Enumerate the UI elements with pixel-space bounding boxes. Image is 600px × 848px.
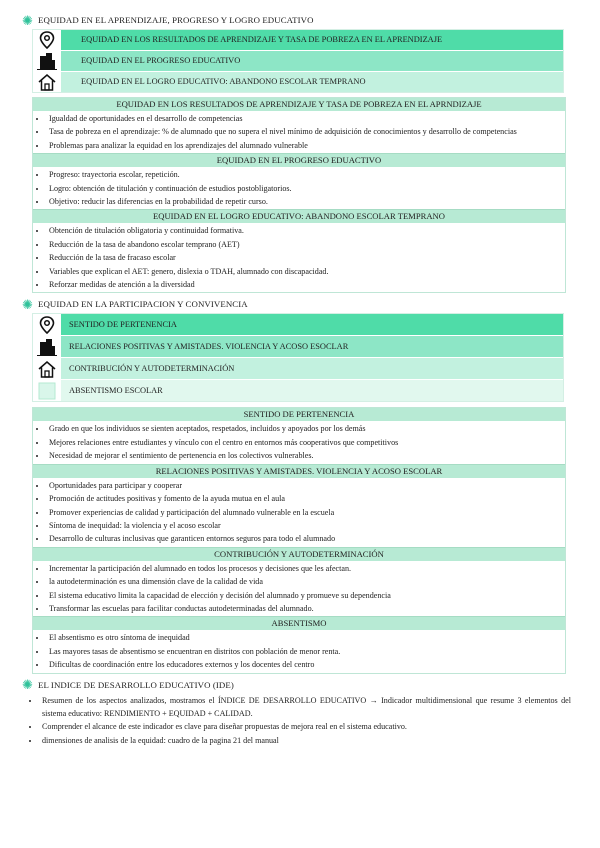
icon-row [33,51,563,72]
list-item: • Necesidad de mejorar el sentimiento de pertenencia en los colectivos vulnerables. [47,449,565,462]
list-item: • Igualdad de oportunidades en el desarrollo de competencias [47,112,565,125]
list-item: • Resumen de los aspectos analizados, mostramos el ÍNDICE DE DESARROLLO EDUCATIVO → Indicador multidimensional que resume 3 elementos del sistema educativo: RENDIMIENTO + EQUIDAD + CALIDAD. [40,694,571,721]
section-title: EQUIDAD EN LA PARTICIPACION Y CONVIVENCIA [38,299,248,310]
list-item: • Grado en que los individuos se sienten aceptados, respetados, incluidos y apoyados por los demás [47,422,565,435]
list-item: • Objetivo: reducir las diferencias en la probabilidad de repetir curso. [47,195,565,208]
section-title: EL INDICE DE DESARROLLO EDUCATIVO (IDE) [38,679,234,690]
icon-row [33,380,563,401]
house-icon [33,359,61,379]
content-box [32,97,566,293]
icon-row-label: SENTIDO DE PERTENENCIA [61,314,563,335]
house-icon [33,72,61,92]
flower-bullet-icon: ✺ [22,296,33,312]
section-header [22,678,600,692]
list-item: • Promover experiencias de calidad y participación del alumnado vulnerable en la escuela [47,506,565,519]
list-item: • Obtención de titulación obligatoria y continuidad formativa. [47,224,565,237]
section-header [22,297,600,311]
bullet-list [33,422,565,462]
list-item: • El sistema educativo limita la capacidad de elección y decisión del alumnado y promueve su dependencia [47,589,565,602]
location-pin-icon [33,30,61,50]
icon-row [33,30,563,51]
flower-bullet-icon: ✺ [22,12,33,28]
list-item: • Reducción de la tasa de fracaso escolar [47,251,565,264]
buildings-icon [33,51,61,71]
icon-row [33,336,563,358]
block-heading: EQUIDAD EN EL PROGRESO EDUACTIVO [33,153,565,167]
location-pin-icon [33,315,61,335]
list-item: • El absentismo es otro síntoma de inequidad [47,631,565,644]
list-item: • dimensiones de analisis de la equidad: cuadro de la pagina 21 del manual [40,734,571,747]
bullet-list [33,562,565,616]
list-item: • Comprender el alcance de este indicador es clave para diseñar propuestas de mejora real en el sistema educativo. [40,720,571,733]
icon-table [32,313,564,402]
list-item: • Incrementar la participación del alumnado en todos los procesos y decisiones que les afectan. [47,562,565,575]
icon-row [33,358,563,380]
block-heading: ABSENTISMO [33,616,565,630]
list-item: • Síntoma de inequidad: la violencia y el acoso escolar [47,519,565,532]
list-item: • Progreso: trayectoria escolar, repetición. [47,168,565,181]
icon-row [33,72,563,92]
section-header [22,13,600,27]
square-icon [33,381,61,401]
buildings-icon [33,337,61,357]
icon-table [32,29,564,93]
icon-row-label: EQUIDAD EN LOS RESULTADOS DE APRENDIZAJE Y TASA DE POBREZA EN EL APRENDIZAJE [61,30,563,50]
list-item: • Reducción de la tasa de abandono escolar temprano (AET) [47,238,565,251]
bullet-list [33,168,565,208]
bullet-list [33,224,565,291]
icon-row-label: RELACIONES POSITIVAS Y AMISTADES. VIOLENCIA Y ACOSO ESOCLAR [61,336,563,357]
list-item: • Mejores relaciones entre estudiantes y vínculo con el centro en entornos más cooperativos que competitivos [47,436,565,449]
icon-row-label: ABSENTISMO ESCOLAR [61,380,563,401]
icon-row [33,314,563,336]
bullet-list [33,479,565,546]
list-item: • Desarrollo de culturas inclusivas que garanticen entornos seguros para todo el alumnado [47,532,565,545]
list-item: • Oportunidades para participar y cooperar [47,479,565,492]
block-heading: CONTRIBUCIÓN Y AUTODETERMINACIÓN [33,547,565,561]
block-heading: EQUIDAD EN LOS RESULTADOS DE APRENDIZAJE Y TASA DE POBREZA EN EL APRNDIZAJE [33,98,565,111]
bullet-list [33,631,565,671]
list-item: • Variables que explican el AET: genero, dislexia o TDAH, alumnado con discapacidad. [47,265,565,278]
list-item: • Logro: obtención de titulación y continuación de estudios postobligatorios. [47,182,565,195]
block-heading: SENTIDO DE PERTENENCIA [33,408,565,421]
list-item: • Reforzar medidas de atención a la diversidad [47,278,565,291]
list-item: • Transformar las escuelas para facilitar conductas autodeterminadas del alumnado. [47,602,565,615]
list-item: • Promoción de actitudes positivas y fomento de la ayuda mutua en el aula [47,492,565,505]
ide-section [26,694,571,748]
flower-bullet-icon: ✺ [22,677,33,693]
list-item: • Problemas para analizar la equidad en los aprendizajes del alumnado vulnerable [47,139,565,152]
section-title: EQUIDAD EN EL APRENDIZAJE, PROGRESO Y LOGRO EDUCATIVO [38,15,314,25]
list-item: • Las mayores tasas de absentismo se encuentran en distritos con población de menor renta. [47,645,565,658]
icon-row-label: EQUIDAD EN EL LOGRO EDUCATIVO: ABANDONO ESCOLAR TEMPRANO [61,72,563,92]
bullet-list [26,694,571,748]
icon-row-label: EQUIDAD EN EL PROGRESO EDUCATIVO [61,51,563,71]
block-heading: RELACIONES POSITIVAS Y AMISTADES. VIOLENCIA Y ACOSO ESCOLAR [33,464,565,478]
list-item: • la autodeterminación es una dimensión clave de la calidad de vida [47,575,565,588]
list-item: • Tasa de pobreza en el aprendizaje: % de alumnado que no supera el nivel mínimo de adquisición de conocimientos y desarrollo de competencias [47,125,565,138]
icon-row-label: CONTRIBUCIÓN Y AUTODETERMINACIÓN [61,358,563,379]
bullet-list [33,112,565,152]
block-heading: EQUIDAD EN EL LOGRO EDUCATIVO: ABANDONO ESCOLAR TEMPRANO [33,209,565,223]
list-item: • Dificultas de coordinación entre los educadores externos y los docentes del centro [47,658,565,671]
content-box [32,407,566,673]
